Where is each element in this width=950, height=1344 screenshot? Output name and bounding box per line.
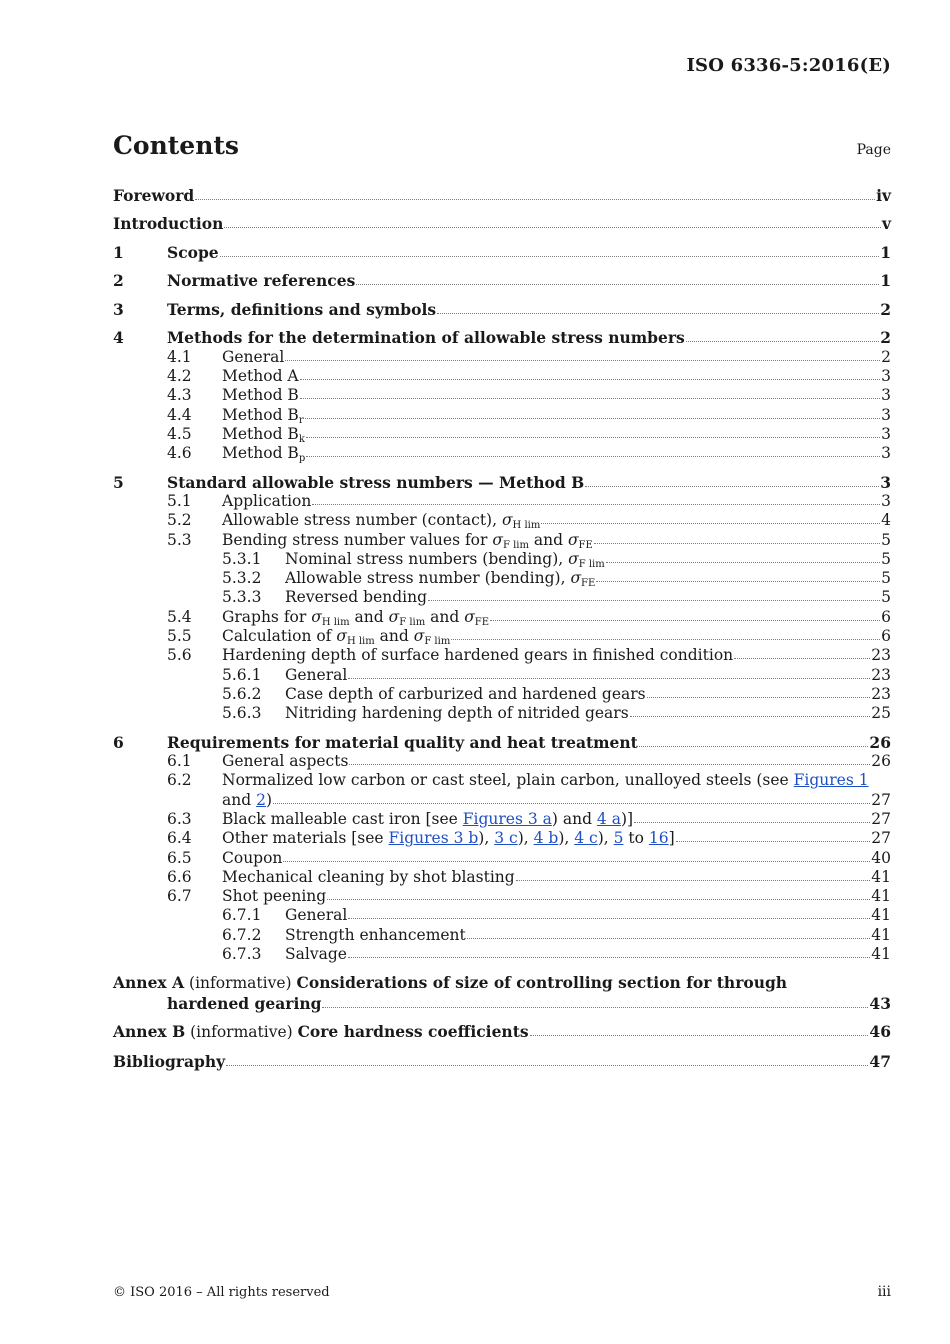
dot-leader <box>467 934 870 939</box>
toc-entry-4-3[interactable] <box>113 386 891 405</box>
toc-page-number: 5 <box>881 569 891 588</box>
toc-entry-title: Hardening depth of surface hardened gears in finished condition <box>222 646 734 665</box>
toc-entry-4-1[interactable] <box>113 348 891 367</box>
dot-leader <box>224 223 881 228</box>
toc-page-number: iv <box>876 186 891 205</box>
toc-page-number: 41 <box>871 925 891 944</box>
toc-entry-clause-2[interactable] <box>113 271 891 290</box>
subscript: k <box>298 433 305 445</box>
dot-leader <box>437 309 879 314</box>
toc-page-number: 2 <box>880 299 891 319</box>
toc-entry-title: Strength enhancement <box>285 925 466 944</box>
toc-entry-5-6-3[interactable] <box>113 704 891 723</box>
toc-entry-number: 6.7 <box>167 887 192 906</box>
toc-entry-number: 6.7.1 <box>222 906 262 925</box>
toc-entry-number: 4.6 <box>167 444 192 463</box>
dot-leader <box>220 252 880 257</box>
subscript: r <box>298 414 304 426</box>
toc-entry-number: 4.2 <box>167 367 192 386</box>
dot-leader <box>327 895 870 900</box>
toc-entry-number: 5.4 <box>167 607 192 626</box>
toc-entry-number: 4.1 <box>167 347 192 366</box>
toc-entry-title: Method A <box>222 367 299 386</box>
toc-page-number: 23 <box>871 665 891 684</box>
dot-leader <box>285 356 880 361</box>
toc-entry-number: 4 <box>113 328 124 348</box>
toc-entry-title: Method $B_k$ <box>222 424 305 445</box>
dot-leader <box>312 500 880 505</box>
toc-entry-annex-a-continuation[interactable] <box>113 994 891 1013</box>
toc-page-number: v <box>881 214 891 234</box>
toc-entry-title: Other materials [see Figures 3 b), 3 c), 4 b), 4 c), 5 to 16] <box>222 829 675 848</box>
dot-leader <box>676 837 871 842</box>
toc-entry-title: Nitriding hardening depth of nitrided gears <box>285 704 629 723</box>
dot-leader <box>348 674 870 679</box>
toc-entry-number: 3 <box>113 299 124 319</box>
toc-entry-5-4[interactable] <box>113 608 891 627</box>
toc-entry-title: Graphs for $\sigma_{H lim}$ and $\sigma_{F lim}$ and $\sigma_{FE}$ <box>222 607 490 628</box>
toc-page-number: 41 <box>871 906 891 925</box>
dot-leader <box>306 433 880 438</box>
dot-leader <box>195 195 875 200</box>
toc-entry-6-7-1[interactable] <box>113 906 891 925</box>
toc-page-number: 5 <box>881 530 891 549</box>
toc-page-number: 3 <box>881 424 891 443</box>
toc-page-number: 6 <box>881 627 891 646</box>
toc-entry-clause-1[interactable] <box>113 243 891 262</box>
dot-leader <box>530 1031 869 1036</box>
toc-page-number: 43 <box>869 993 891 1013</box>
toc-page-number: 26 <box>871 752 891 771</box>
toc-entry-4-6[interactable] <box>113 444 891 463</box>
toc-entry-title: Allowable stress number (bending), $\sigma_{FE}$ <box>285 569 596 590</box>
toc-entry-title: Normalized low carbon or cast steel, plain carbon, unalloyed steels (see Figures 1 <box>222 771 869 790</box>
toc-page-number: 3 <box>881 367 891 386</box>
dot-leader <box>300 394 880 399</box>
toc-page-number: 3 <box>881 444 891 463</box>
document-id: ISO 6336-5:2016(E) <box>686 55 891 76</box>
figure-link[interactable]: 4 b <box>533 829 559 848</box>
toc-entry-6-7-2[interactable] <box>113 926 891 945</box>
dot-leader <box>594 539 880 544</box>
toc-entry-number: 6 <box>113 732 124 752</box>
toc-entry-number: 6.3 <box>167 809 192 828</box>
toc-page-number: 3 <box>881 405 891 424</box>
toc-entry-number: 5.6 <box>167 646 192 665</box>
dot-leader <box>348 914 870 919</box>
toc-entry-number: 6.7.2 <box>222 925 262 944</box>
toc-entry-6-7-3[interactable] <box>113 945 891 964</box>
toc-entry-number: 6.7.3 <box>222 945 262 963</box>
dot-leader <box>348 953 870 958</box>
dot-leader <box>306 452 880 457</box>
dot-leader <box>585 482 879 487</box>
copyright-notice: © ISO 2016 – All rights reserved <box>113 1285 330 1300</box>
toc-entry-number: 4.3 <box>167 386 192 405</box>
toc-entry-6-3[interactable] <box>113 810 891 829</box>
toc-entry-title: hardened gearing <box>167 993 322 1013</box>
figure-link[interactable]: 16 <box>648 829 669 848</box>
page-number: iii <box>877 1284 891 1300</box>
toc-entry-title: General <box>285 906 348 925</box>
dot-leader <box>596 577 880 582</box>
toc-entry-number: 4.4 <box>167 405 192 424</box>
toc-entry-title: Standard allowable stress numbers — Method B <box>167 472 585 492</box>
toc-page-number: 1 <box>880 242 891 262</box>
dot-leader <box>639 742 869 747</box>
toc-page-number: 46 <box>869 1022 891 1042</box>
toc-entry-title: Nominal stress numbers (bending), $\sigma_{F lim}$ <box>285 549 605 570</box>
toc-entry-6-7[interactable] <box>113 887 891 906</box>
toc-entry-6-1[interactable] <box>113 752 891 771</box>
toc-entry-number: 4.5 <box>167 424 192 443</box>
figure-link[interactable]: 5 <box>613 829 624 848</box>
toc-entry-number: 5.3.2 <box>222 569 262 588</box>
toc-entry-6-6[interactable] <box>113 868 891 887</box>
toc-page-number: 2 <box>880 328 891 348</box>
toc-page-number: 41 <box>871 887 891 906</box>
toc-entry-5-2[interactable] <box>113 511 891 530</box>
toc-entry-5-1[interactable] <box>113 492 891 511</box>
toc-page-number: 2 <box>881 347 891 366</box>
toc-entry-5-3-2[interactable] <box>113 569 891 588</box>
toc-entry-number: 6.4 <box>167 829 192 848</box>
toc-entry-6-2[interactable] <box>113 771 891 790</box>
toc-entry-number: 1 <box>113 242 124 262</box>
toc-entry-5-3[interactable] <box>113 531 891 550</box>
toc-entry-title: Terms, definitions and symbols <box>167 299 437 319</box>
toc-page-number: 6 <box>881 607 891 626</box>
toc-entry-4-2[interactable] <box>113 367 891 386</box>
toc-page-number: 25 <box>871 704 891 723</box>
dot-leader <box>606 558 880 563</box>
toc-entry-title: Allowable stress number (contact), $\sigma_{H lim}$ <box>222 511 541 532</box>
toc-entry-number: 5.3.3 <box>222 588 262 607</box>
figure-link[interactable]: 3 c <box>494 829 518 848</box>
toc-page-number: 41 <box>871 945 891 963</box>
toc-entry-number: 5.2 <box>167 511 192 530</box>
toc-page-number: 3 <box>880 472 891 492</box>
toc-entry-title: Annex A (informative) Considerations of size of controlling section for through <box>113 973 788 993</box>
figure-link[interactable]: 4 c <box>574 829 598 848</box>
toc-entry-title: Foreword <box>113 186 195 205</box>
toc-entry-title: Shot peening <box>222 887 327 906</box>
figure-link[interactable]: 4 a <box>596 809 621 828</box>
toc-entry-title: Introduction <box>113 214 224 234</box>
dot-leader <box>734 654 870 659</box>
toc-entry-number: 5 <box>113 472 124 492</box>
toc-entry-number: 6.1 <box>167 752 192 771</box>
toc-page-number: 3 <box>881 386 891 405</box>
toc-page-number: 1 <box>880 271 891 291</box>
toc-entry-5-3-3[interactable] <box>113 588 891 607</box>
toc-entry-title: Application <box>222 491 312 510</box>
dot-leader <box>428 596 880 601</box>
figure-link[interactable]: Figures 3 b <box>388 829 479 848</box>
toc-entry-number: 6.2 <box>167 771 192 790</box>
page-title: Contents <box>113 131 240 160</box>
toc-page-number: 23 <box>871 646 891 665</box>
toc-entry-5-5[interactable] <box>113 627 891 646</box>
toc-entry-title: Method $B_r$ <box>222 405 304 426</box>
toc-entry-number: 5.6.2 <box>222 684 262 703</box>
figure-link[interactable]: Figures 3 a <box>462 809 552 828</box>
toc-entry-6-2-continuation[interactable] <box>113 791 891 810</box>
toc-entry-title: Salvage <box>285 945 347 963</box>
toc-entry-title: Coupon <box>222 848 283 867</box>
toc-page-number: 4 <box>881 511 891 530</box>
toc-entry-number: 5.3 <box>167 530 192 549</box>
toc-entry-number: 6.6 <box>167 867 192 886</box>
dot-leader <box>451 635 880 640</box>
toc-entry-5-6-1[interactable] <box>113 666 891 685</box>
toc-entry-4-4[interactable] <box>113 406 891 425</box>
toc-entry-annex-a[interactable] <box>113 973 891 993</box>
dot-leader <box>300 375 880 380</box>
toc-entry-title: Bending stress number values for $\sigma_{F lim}$ and $\sigma_{FE}$ <box>222 530 593 551</box>
toc-entry-title: General <box>285 665 348 684</box>
toc-entry-clause-3[interactable] <box>113 300 891 319</box>
toc-entry-title: Mechanical cleaning by shot blasting <box>222 867 515 886</box>
table-of-contents <box>113 186 891 1071</box>
toc-entry-clause-4[interactable] <box>113 328 891 347</box>
toc-entry-title: Scope <box>167 242 219 262</box>
toc-entry-6-5[interactable] <box>113 849 891 868</box>
toc-entry-annex-b[interactable] <box>113 1022 891 1042</box>
dot-leader <box>283 857 870 862</box>
toc-entry-title: Annex B (informative) Core hardness coefficients <box>113 1022 529 1042</box>
toc-entry-number: 5.5 <box>167 627 192 646</box>
toc-entry-title: Requirements for material quality and heat treatment <box>167 732 638 752</box>
toc-entry-title: Case depth of carburized and hardened gears <box>285 684 646 703</box>
toc-entry-title: Method $B_p$ <box>222 444 306 465</box>
toc-page-number: 41 <box>871 867 891 886</box>
dot-leader <box>647 693 871 698</box>
dot-leader <box>490 616 880 621</box>
toc-entry-title: and 2) <box>222 790 273 809</box>
toc-entry-title: Reversed bending <box>285 588 428 607</box>
toc-entry-bibliography[interactable] <box>113 1052 891 1071</box>
toc-entry-number: 5.6.3 <box>222 704 262 723</box>
toc-page-number: 23 <box>871 684 891 703</box>
toc-entry-clause-6[interactable] <box>113 733 891 752</box>
toc-entry-number: 5.1 <box>167 491 192 510</box>
page-column-label: Page <box>856 142 891 158</box>
toc-page-number: 27 <box>871 829 891 848</box>
toc-entry-title: Normative references <box>167 271 356 291</box>
toc-page-number: 27 <box>871 809 891 828</box>
toc-entry-5-6-2[interactable] <box>113 685 891 704</box>
toc-entry-title: Calculation of $\sigma_{H lim}$ and $\sigma_{F lim}$ <box>222 627 451 648</box>
toc-page-number: 47 <box>869 1051 891 1071</box>
toc-entry-title: General <box>222 347 285 366</box>
toc-entry-title: Methods for the determination of allowable stress numbers <box>167 328 685 348</box>
toc-entry-6-4[interactable] <box>113 829 891 848</box>
toc-entry-title: Method B <box>222 386 299 405</box>
dot-leader <box>634 818 870 823</box>
toc-entry-number: 5.6.1 <box>222 665 262 684</box>
toc-page-number: 26 <box>869 732 891 752</box>
toc-page-number: 3 <box>881 491 891 510</box>
toc-entry-number: 2 <box>113 271 124 291</box>
toc-entry-introduction[interactable] <box>113 214 891 233</box>
toc-page-number: 27 <box>871 790 891 809</box>
dot-leader <box>356 280 879 285</box>
toc-entry-title: Black malleable cast iron [see Figures 3 a) and 4 a)] <box>222 809 634 828</box>
toc-entry-5-3-1[interactable] <box>113 550 891 569</box>
toc-entry-4-5[interactable] <box>113 425 891 444</box>
toc-page-number: 5 <box>881 588 891 607</box>
figure-link[interactable]: 2 <box>256 790 266 809</box>
dot-leader <box>686 337 879 342</box>
toc-entry-foreword[interactable] <box>113 186 891 205</box>
dot-leader <box>305 414 881 419</box>
dot-leader <box>516 876 871 881</box>
toc-entry-clause-5[interactable] <box>113 473 891 492</box>
dot-leader <box>322 1003 868 1008</box>
toc-entry-number: 5.3.1 <box>222 549 262 568</box>
toc-page-number: 5 <box>881 549 891 568</box>
dot-leader <box>226 1061 868 1066</box>
figure-link[interactable]: Figures 1 <box>793 771 869 790</box>
toc-entry-title: Bibliography <box>113 1051 226 1071</box>
toc-entry-title: General aspects <box>222 752 349 771</box>
dot-leader <box>273 799 870 804</box>
dot-leader <box>630 712 871 717</box>
subscript: p <box>298 453 306 465</box>
toc-entry-5-6[interactable] <box>113 646 891 665</box>
toc-entry-number: 6.5 <box>167 848 192 867</box>
toc-page-number: 40 <box>871 848 891 867</box>
dot-leader <box>541 519 880 524</box>
dot-leader <box>349 760 870 765</box>
